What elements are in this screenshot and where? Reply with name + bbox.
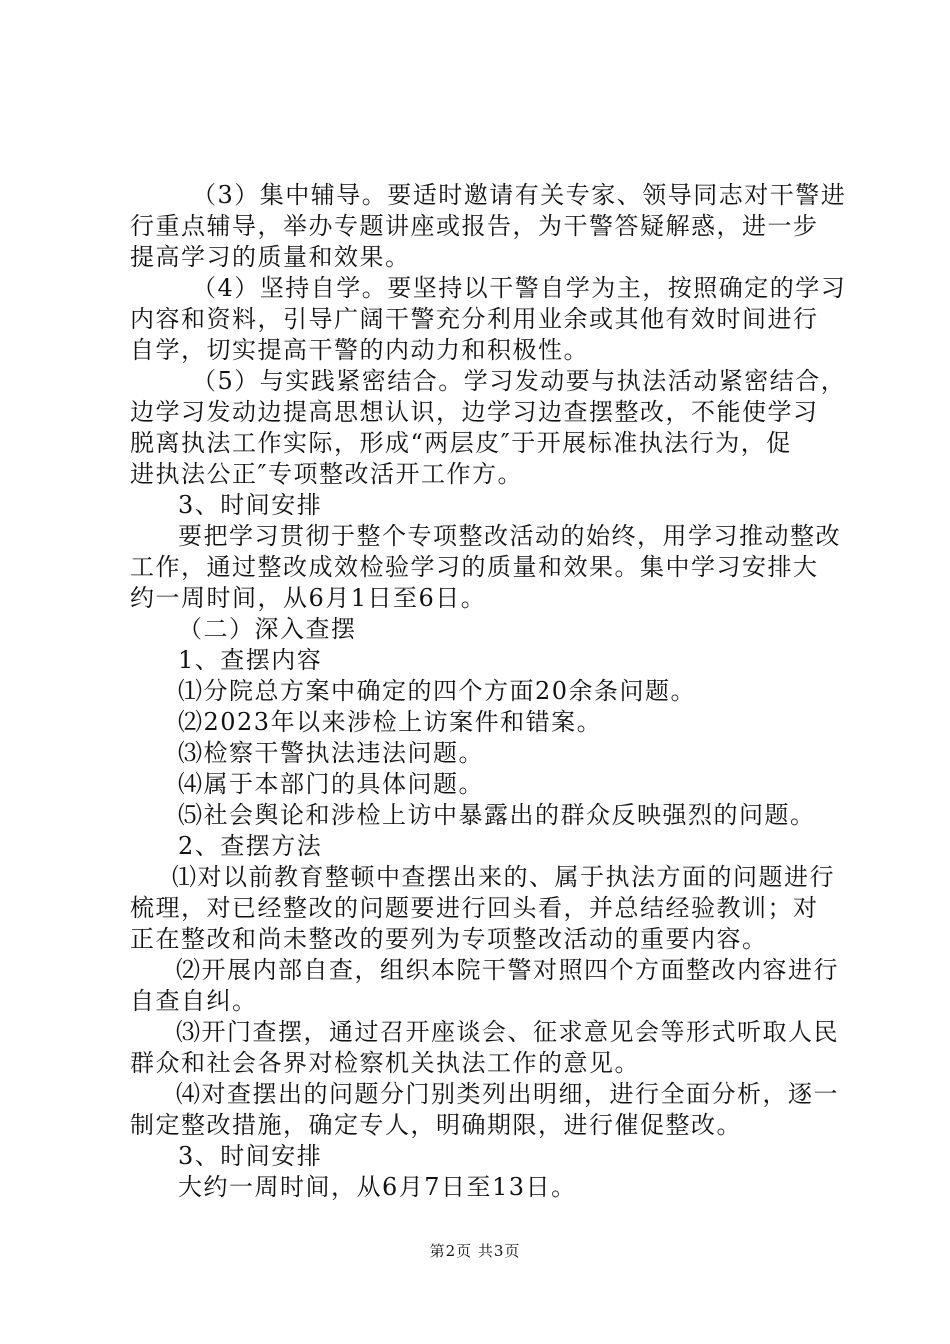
- text-line: 要把学习贯彻于整个专项整改活动的始终，用学习推动整改: [178, 522, 841, 550]
- text-line: （3）集中辅导。要适时邀请有关专家、领导同志对干警进: [192, 181, 847, 209]
- text-line: ⑶检察干警执法违法问题。: [178, 739, 484, 767]
- text-line: 约一周时间，从6月1日至6日。: [130, 584, 487, 612]
- text-line: ⑵2023年以来涉检上访案件和错案。: [178, 708, 603, 736]
- text-line: ⑷对查摆出的问题分门别类列出明细，进行全面分析，逐一: [176, 1080, 839, 1108]
- text-line: （二）深入查摆: [178, 615, 357, 643]
- text-line: 进执法公正″专项整改活开工作方。: [130, 460, 523, 488]
- text-line: ⑶开门查摆，通过召开座谈会、征求意见会等形式听取人民: [176, 1018, 839, 1046]
- text-line: 1、查摆内容: [178, 646, 323, 674]
- text-line: 3、时间安排: [178, 1142, 323, 1170]
- text-line: 梳理，对已经整改的问题要进行回头看，并总结经验教训；对: [130, 894, 819, 922]
- text-line: 脱离执法工作实际，形成“两层皮″于开展标准执法行为，促: [130, 429, 792, 457]
- text-line: 边学习发动边提高思想认识，边学习边查摆整改，不能使学习: [130, 398, 819, 426]
- text-line: ⑴分院总方案中确定的四个方面20余条问题。: [178, 677, 697, 705]
- text-line: 群众和社会各界对检察机关执法工作的意见。: [130, 1049, 640, 1077]
- text-line: 工作，通过整改成效检验学习的质量和效果。集中学习安排大: [130, 553, 819, 581]
- text-line: ⑷属于本部门的具体问题。: [178, 770, 484, 798]
- text-line: 行重点辅导，举办专题讲座或报告，为干警答疑解惑，进一步: [130, 212, 819, 240]
- text-line: 2、查摆方法: [178, 832, 323, 860]
- text-line: （5）与实践紧密结合。学习发动要与执法活动紧密结合，: [192, 367, 847, 395]
- text-line: 正在整改和尚未整改的要列为专项整改活动的重要内容。: [130, 925, 768, 953]
- text-line: 制定整改措施，确定专人，明确期限，进行催促整改。: [130, 1111, 742, 1139]
- text-line: 大约一周时间，从6月7日至13日。: [178, 1173, 577, 1201]
- text-line: 自查自纠。: [130, 987, 258, 1015]
- text-line: 自学，切实提高干警的内动力和积极性。: [130, 336, 589, 364]
- text-line: 3、时间安排: [178, 491, 323, 519]
- text-line: ⑴对以前教育整顿中查摆出来的、属于执法方面的问题进行: [172, 863, 835, 891]
- page-footer: 第2页 共3页: [429, 1242, 521, 1260]
- text-line: 提高学习的质量和效果。: [130, 243, 411, 271]
- text-line: ⑸社会舆论和涉检上访中暴露出的群众反映强烈的问题。: [178, 801, 816, 829]
- text-line: （4）坚持自学。要坚持以干警自学为主，按照确定的学习: [192, 274, 847, 302]
- text-line: 内容和资料，引导广阔干警充分利用业余或其他有效时间进行: [130, 305, 819, 333]
- text-line: ⑵开展内部自查，组织本院干警对照四个方面整改内容进行: [176, 956, 839, 984]
